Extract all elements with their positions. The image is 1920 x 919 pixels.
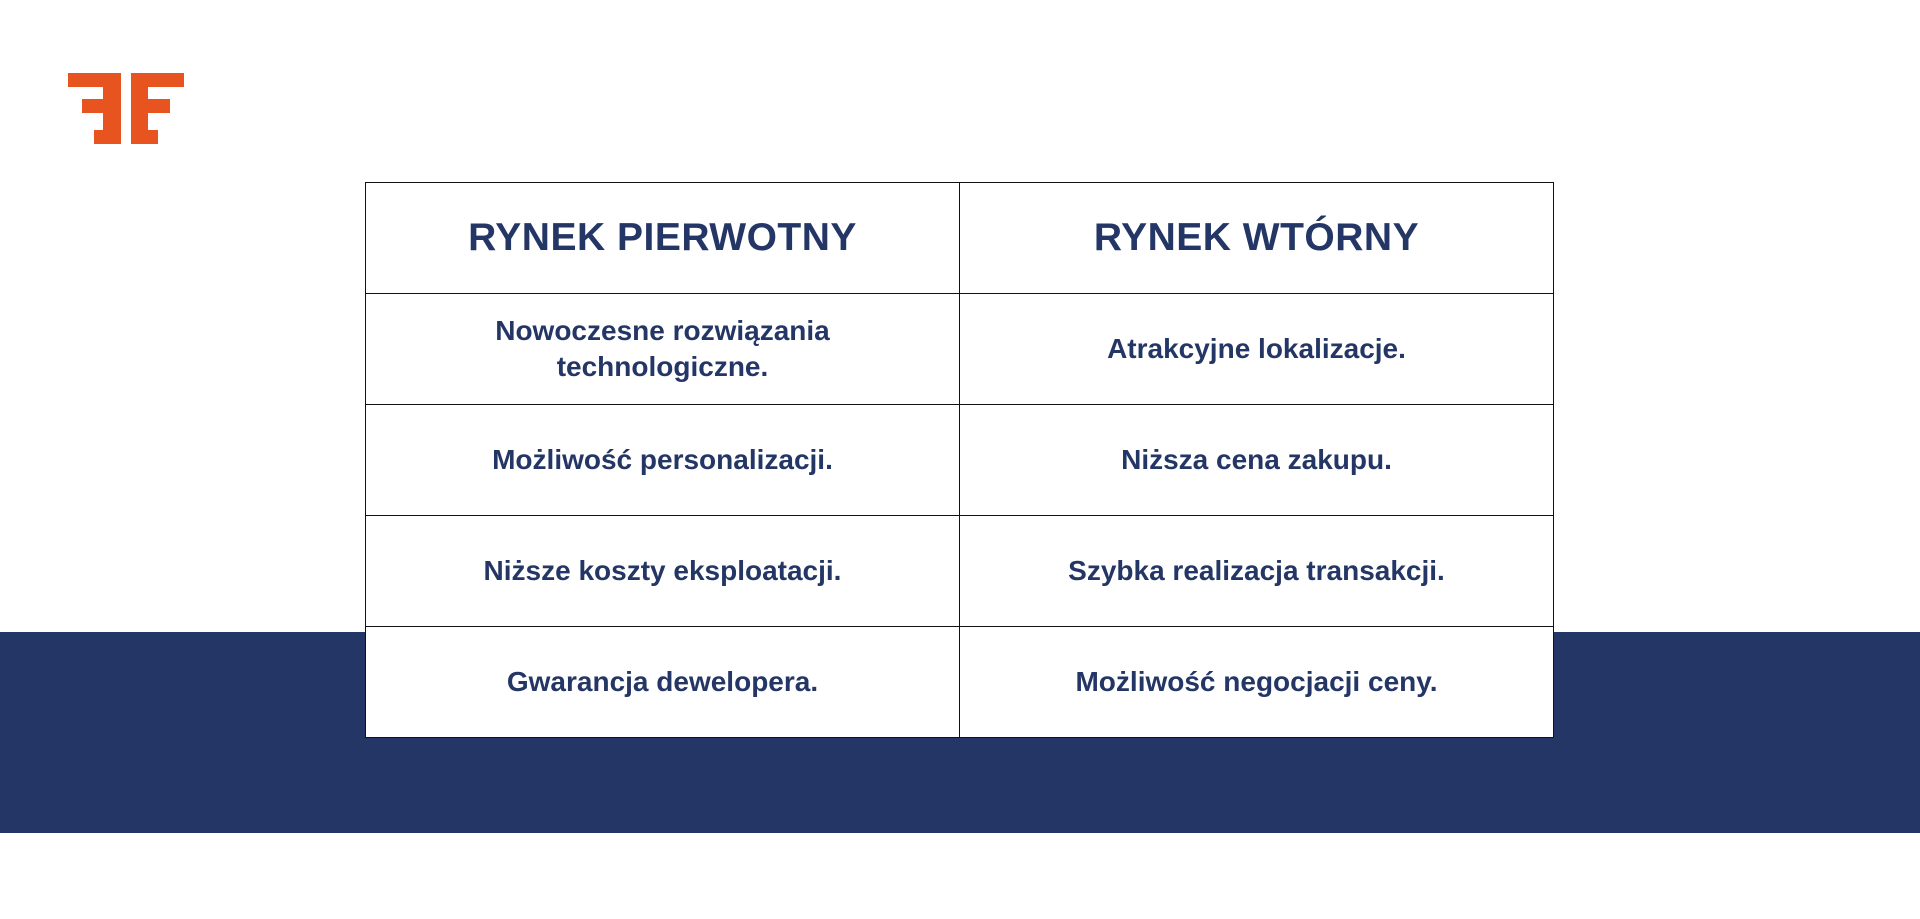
header-primary-market: RYNEK PIERWOTNY (366, 183, 960, 294)
table-cell: Szybka realizacja transakcji. (960, 516, 1554, 627)
header-secondary-market: RYNEK WTÓRNY (960, 183, 1554, 294)
table-cell: Atrakcyjne lokalizacje. (960, 294, 1554, 405)
table-row (366, 516, 1554, 627)
comparison-table (365, 182, 1554, 738)
table-cell: Niższe koszty eksploatacji. (366, 516, 960, 627)
table-cell: Gwarancja dewelopera. (366, 627, 960, 738)
table-row (366, 294, 1554, 405)
table-cell: Nowoczesne rozwiązania technologiczne. (366, 294, 960, 405)
table-row (366, 627, 1554, 738)
table-cell: Możliwość personalizacji. (366, 405, 960, 516)
table-row (366, 405, 1554, 516)
table-cell: Możliwość negocjacji ceny. (960, 627, 1554, 738)
table-cell: Niższa cena zakupu. (960, 405, 1554, 516)
ff-logo-icon (0, 0, 200, 160)
table-header-row (366, 183, 1554, 294)
